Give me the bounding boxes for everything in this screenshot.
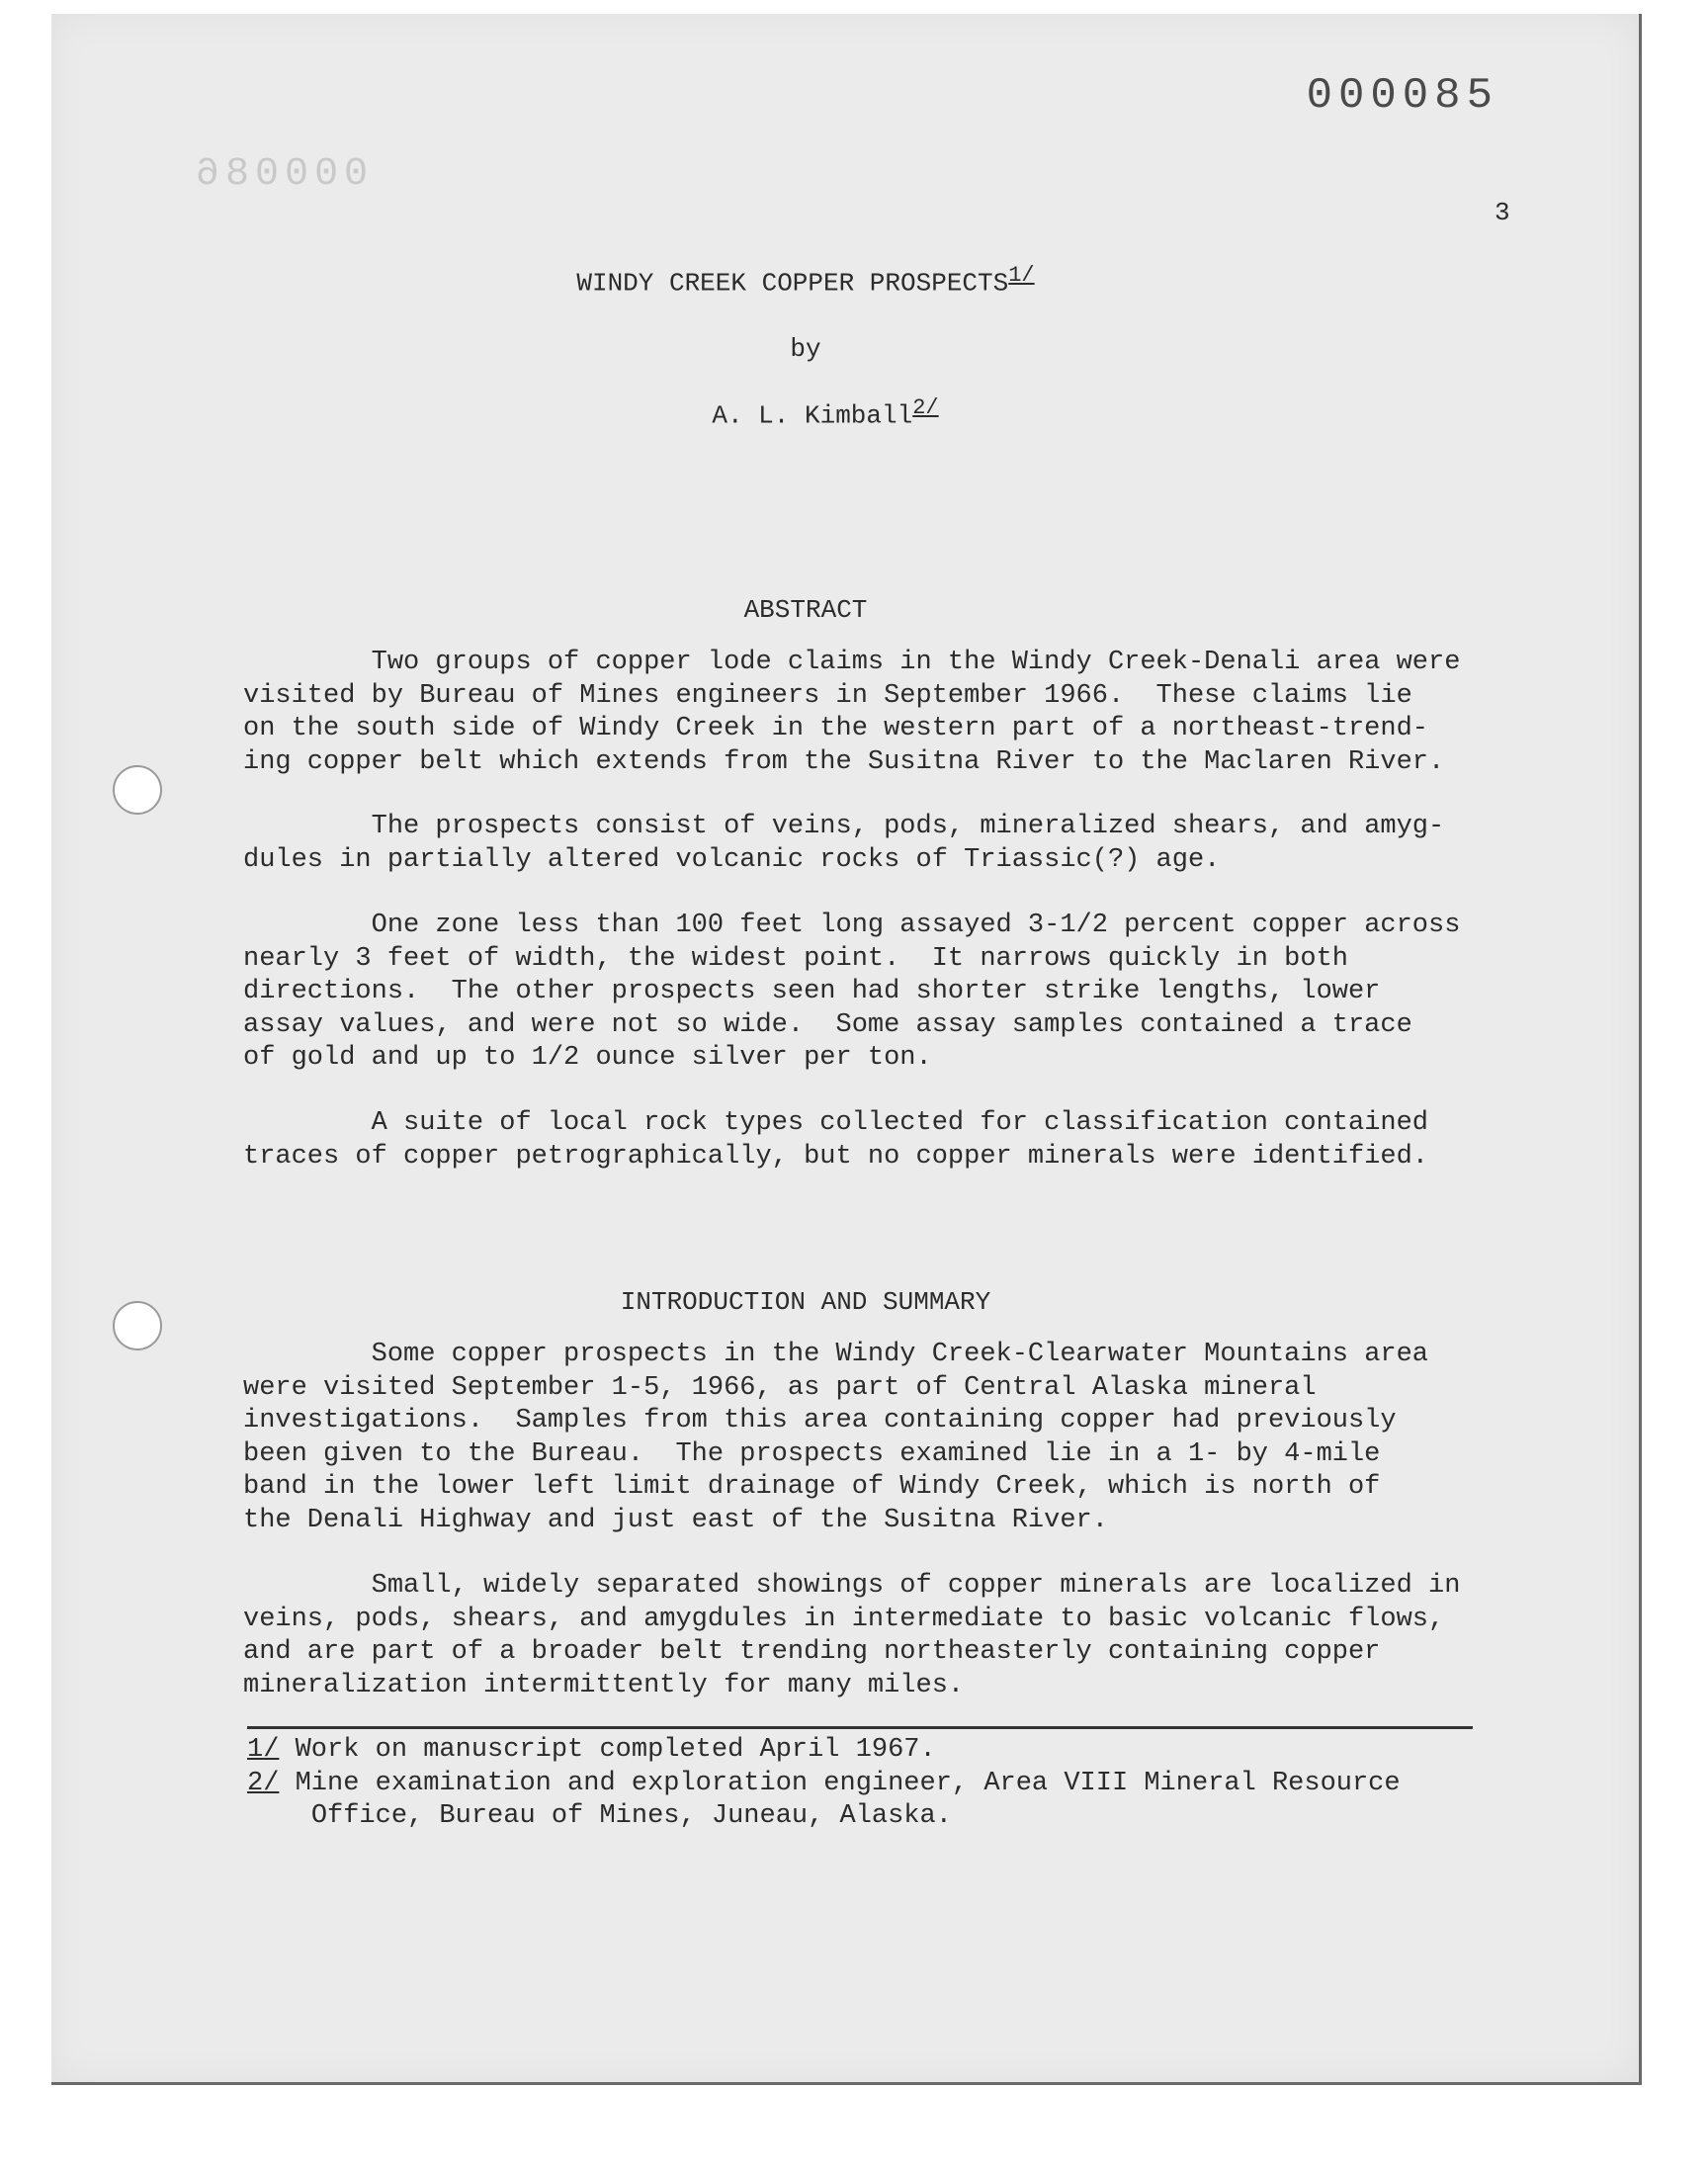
page-number: 3 [1494,198,1510,227]
document-number: 000085 [1306,71,1498,121]
intro-heading: INTRODUCTION AND SUMMARY [620,1287,991,1317]
byline-by: by [790,334,821,364]
intro-paragraph-2: Small, widely separated showings of copper minerals are localized in veins, pods, shears, and amygdules in intermediate to basic volcanic flows, and are part of a broader belt trending northeasterly containing copper mineralization intermittently for many miles. [243,1571,1461,1700]
title-text: WINDY CREEK COPPER PROSPECTS [576,268,1009,299]
footnote-1-mark: 1/ [247,1735,280,1765]
abstract-paragraph-2: The prospects consist of veins, pods, mineralized shears, and amyg- dules in partially altered volcanic rocks of Triassic(?) age. [243,812,1445,875]
document-title [12,263,1599,299]
abstract-paragraph-4: A suite of local rock types collected for classification contained traces of copper petrographically, but no copper minerals were identified. [243,1108,1428,1172]
bleed-through-number: 000086 [190,152,369,197]
author-footnote-mark: 2/ [912,395,939,420]
footnote-1 [247,1734,936,1767]
author-name: A. L. Kimball [712,400,913,431]
footnote-2-text: Mine examination and exploration engineer, Area VIII Mineral Resource Office, Bureau of Mines, Juneau, Alaska. [295,1769,1401,1831]
footnote-divider [247,1726,1473,1729]
footnote-2 [247,1768,1401,1833]
author-line [32,395,1619,431]
intro-paragraph-1: Some copper prospects in the Windy Creek-Clearwater Mountains area were visited September 1-5, 1966, as part of Central Alaska mineral investigations. Samples from this area containing copper had previously been given to the Bureau. The prospects examined lie in a 1- by 4-mile band in the lower left limit drainage of Windy Creek, which is north of the Denali Highway and just east of the Susitna River. [243,1340,1428,1535]
footnote-1-text: Work on manuscript completed April 1967. [279,1735,936,1765]
footnote-2-mark: 2/ [247,1769,280,1798]
abstract-heading: ABSTRACT [743,595,868,625]
abstract-paragraph-1: Two groups of copper lode claims in the Windy Creek-Denali area were visited by Bureau of Mines engineers in September 1966. These claims lie on the south side of Windy Creek in the western part of a northeast-trend- ing copper belt which extends from the Susitna River to the Maclaren River. [243,648,1461,777]
abstract-paragraph-3: One zone less than 100 feet long assayed 3-1/2 percent copper across nearly 3 feet of width, the widest point. It narrows quickly in both directions. The other prospects seen had shorter strike lengths, lower assay values, and were not so wide. Some assay samples contained a trace of gold and up to 1/2 ounce silver per ton. [243,911,1461,1073]
binder-hole [113,765,162,815]
title-footnote-mark: 1/ [1008,263,1035,288]
